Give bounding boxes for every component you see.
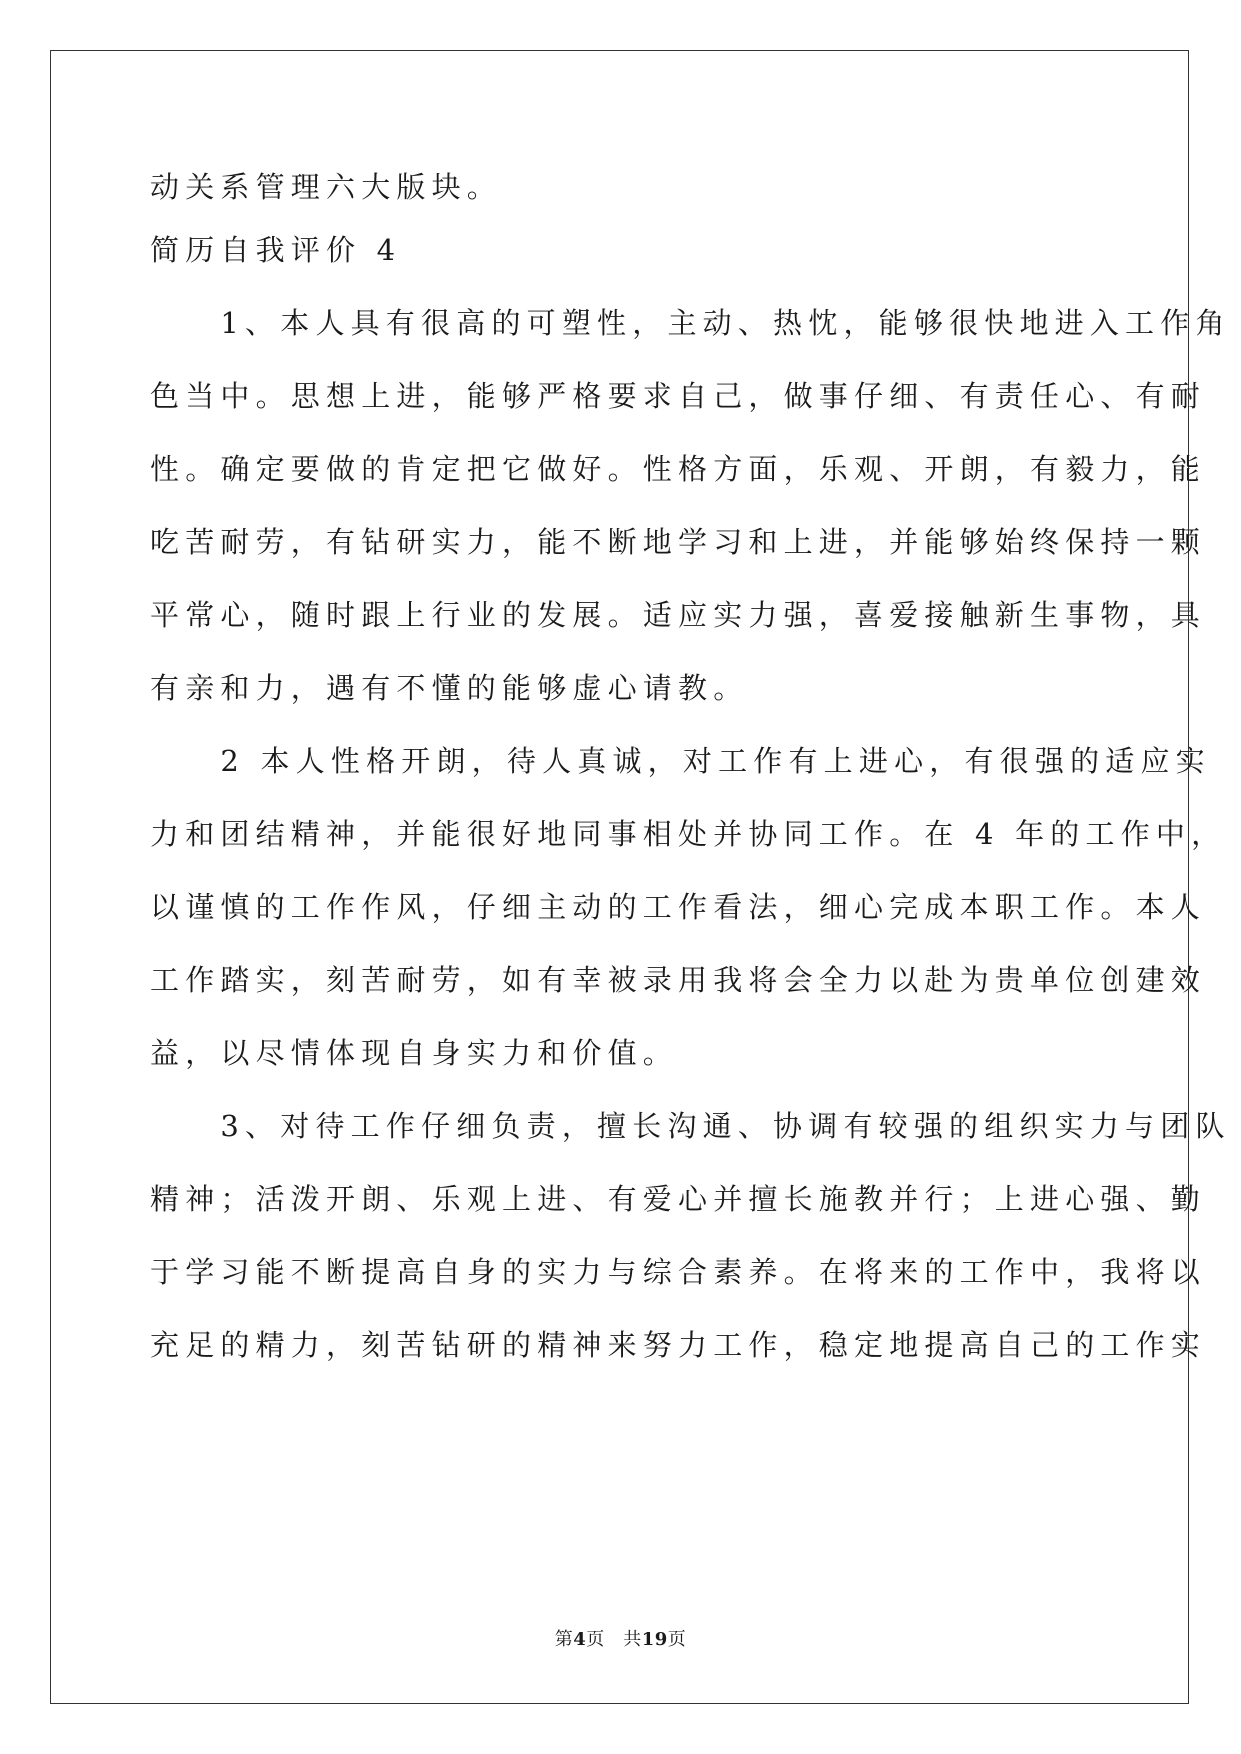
footer-page-mid: 页 共 <box>586 1629 642 1650</box>
body-text-line: 2 本人性格开朗，待人真诚，对工作有上进心，有很强的适应实 <box>150 744 1211 778</box>
body-text-line: 3、对待工作仔细负责，擅长沟通、协调有较强的组织实力与团队 <box>150 1109 1231 1143</box>
body-text-line: 平常心，随时跟上行业的发展。适应实力强，喜爱接触新生事物，具 <box>150 598 1207 632</box>
body-text-line: 色当中。思想上进，能够严格要求自己，做事仔细、有责任心、有耐 <box>150 379 1207 413</box>
current-page-number: 4 <box>573 1629 587 1650</box>
body-text-line: 1、本人具有很高的可塑性，主动、热忱，能够很快地进入工作角 <box>150 306 1231 340</box>
page-footer <box>0 1628 1241 1652</box>
section-heading: 简历自我评价 4 <box>150 233 402 267</box>
body-text-line: 动关系管理六大版块。 <box>150 170 503 204</box>
body-text-line: 于学习能不断提高自身的实力与综合素养。在将来的工作中，我将以 <box>150 1255 1207 1289</box>
page-border <box>50 50 1231 1704</box>
body-text-line: 精神；活泼开朗、乐观上进、有爱心并擅长施教并行；上进心强、勤 <box>150 1182 1207 1216</box>
body-text-line: 益，以尽情体现自身实力和价值。 <box>150 1036 679 1070</box>
footer-page-suffix: 页 <box>667 1629 687 1650</box>
body-text-line: 以谨慎的工作作风，仔细主动的工作看法，细心完成本职工作。本人 <box>150 890 1207 924</box>
body-text-line: 工作踏实，刻苦耐劳，如有幸被录用我将会全力以赴为贵单位创建效 <box>150 963 1207 997</box>
body-text-line: 有亲和力，遇有不懂的能够虚心请教。 <box>150 671 749 705</box>
total-page-count: 19 <box>641 1629 668 1650</box>
body-text-line: 吃苦耐劳，有钻研实力，能不断地学习和上进，并能够始终保持一颗 <box>150 525 1207 559</box>
body-text-line: 性。确定要做的肯定把它做好。性格方面，乐观、开朗，有毅力，能 <box>150 452 1207 486</box>
body-text-line: 力和团结精神，并能很好地同事相处并协同工作。在 4 年的工作中， <box>150 817 1227 851</box>
footer-page-prefix: 第 <box>554 1629 574 1650</box>
body-text-line: 充足的精力，刻苦钻研的精神来努力工作，稳定地提高自己的工作实 <box>150 1328 1207 1362</box>
